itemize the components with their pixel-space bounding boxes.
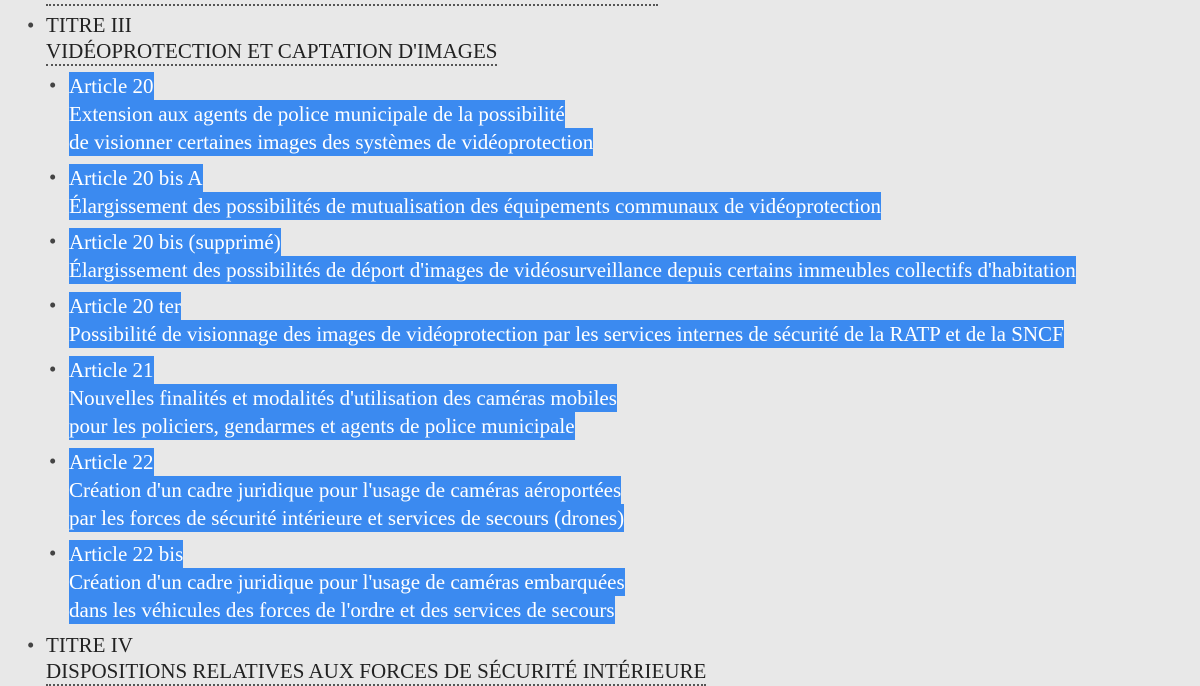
titre-subtitle: DISPOSITIONS RELATIVES AUX FORCES DE SÉCURITÉ INTÉRIEURE: [46, 659, 707, 683]
article-description-line: Possibilité de visionnage des images de vidéoprotection par les services internes de sécurité de la RATP et de la SNCF: [69, 322, 1064, 346]
article-item: [46, 448, 1200, 532]
article-number: • Article 20 bis (supprimé): [69, 230, 281, 254]
article-item: [46, 228, 1200, 284]
titre-item: [0, 632, 1200, 686]
article-description-line: Élargissement des possibilités de mutualisation des équipements communaux de vidéoprotection: [69, 194, 882, 218]
titre-link[interactable]: [46, 632, 706, 686]
article-number: • Article 22: [69, 450, 154, 474]
titre-item: [0, 12, 1200, 624]
article-number: • Article 21: [69, 358, 154, 382]
article-description-line: Création d'un cadre juridique pour l'usage de caméras embarquées: [69, 570, 625, 594]
article-link[interactable]: [69, 228, 1200, 284]
titre-label: • TITRE III: [46, 13, 132, 37]
article-list: [46, 72, 1200, 624]
article-description-line: de visionner certaines images des systèmes de vidéoprotection: [69, 130, 594, 154]
article-link[interactable]: [69, 356, 1200, 440]
article-description-line: Élargissement des possibilités de déport d'images de vidéosurveillance depuis certains immeubles collectifs d'habitation: [69, 258, 1076, 282]
article-description-line: dans les véhicules des forces de l'ordre et des services de secours: [69, 598, 615, 622]
article-item: [46, 72, 1200, 156]
article-number: • Article 20 ter: [69, 294, 181, 318]
titre-label: • TITRE IV: [46, 633, 133, 657]
article-link[interactable]: [69, 540, 1200, 624]
article-item: [46, 356, 1200, 440]
article-item: [46, 164, 1200, 220]
article-number: • Article 22 bis: [69, 542, 184, 566]
article-description-line: pour les policiers, gendarmes et agents de police municipale: [69, 414, 575, 438]
article-item: [46, 540, 1200, 624]
article-description-line: Nouvelles finalités et modalités d'utilisation des caméras mobiles: [69, 386, 617, 410]
article-description-line: Extension aux agents de police municipale de la possibilité: [69, 102, 565, 126]
article-link[interactable]: [69, 164, 1200, 220]
previous-item-underline: [46, 0, 658, 6]
article-number: • Article 20: [69, 74, 154, 98]
article-item: [46, 292, 1200, 348]
article-number: • Article 20 bis A: [69, 166, 203, 190]
titre-subtitle: VIDÉOPROTECTION ET CAPTATION D'IMAGES: [46, 39, 498, 63]
table-of-contents: [0, 12, 1200, 686]
article-link[interactable]: [69, 292, 1200, 348]
article-link[interactable]: [69, 72, 1200, 156]
titre-link[interactable]: [46, 12, 497, 66]
article-link[interactable]: [69, 448, 1200, 532]
article-description-line: par les forces de sécurité intérieure et services de secours (drones): [69, 506, 625, 530]
article-description-line: Création d'un cadre juridique pour l'usage de caméras aéroportées: [69, 478, 622, 502]
